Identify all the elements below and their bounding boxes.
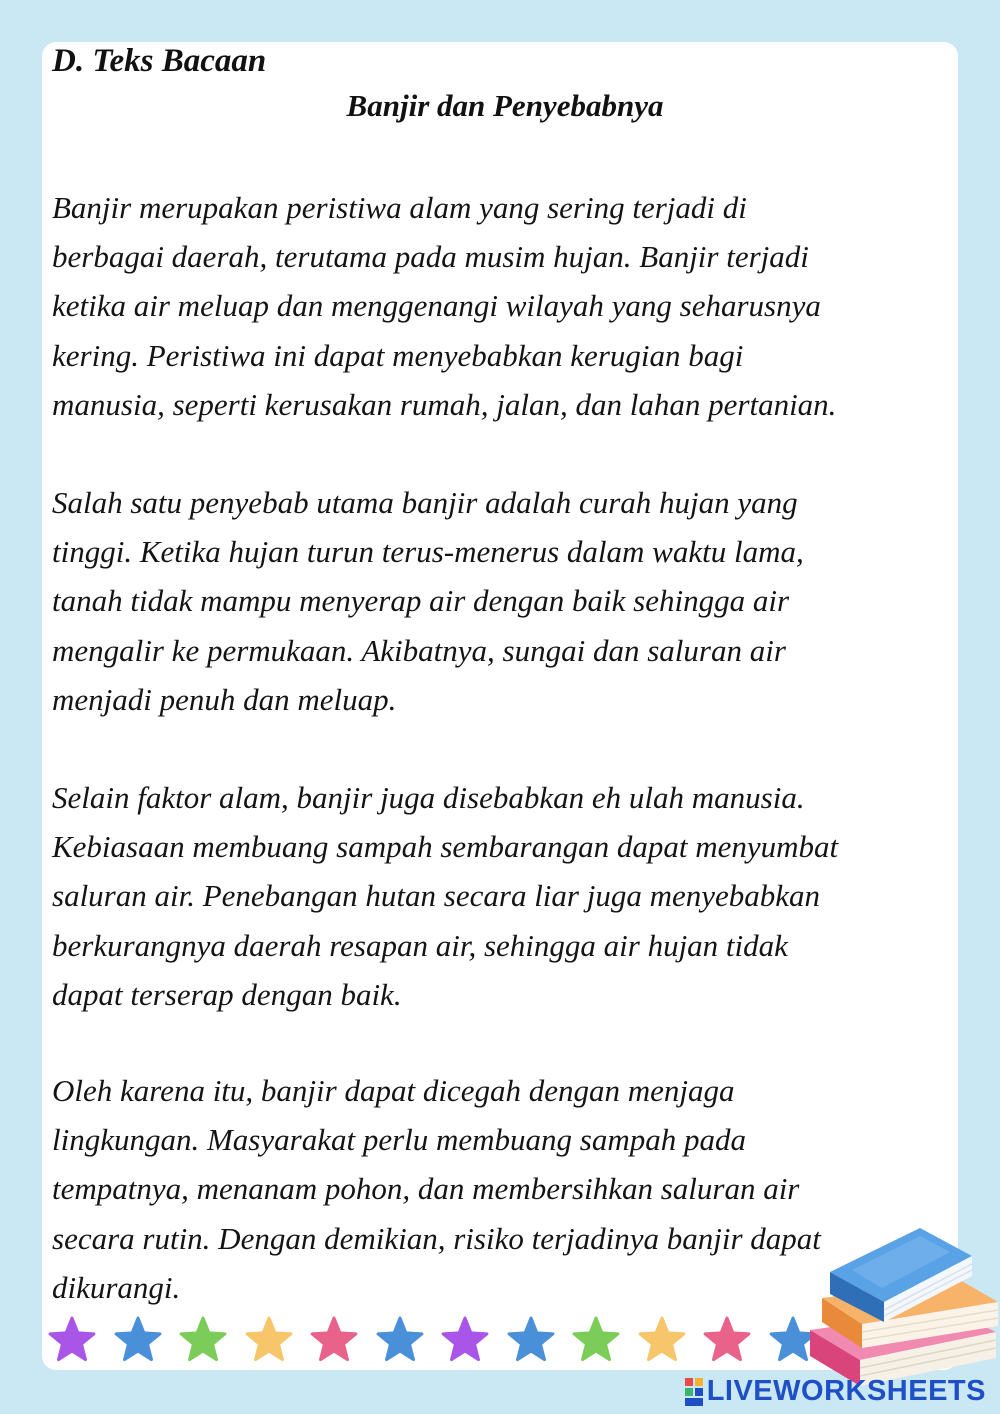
- paragraph-4: Oleh karena itu, banjir dapat dicegah dengan menjaga lingkungan. Masyarakat perlu membuang sampah pada tempatnya, menanam pohon, dan membersihkan saluran air secara rutin. Dengan demikian, risiko terjadinya banjir dapat dikurangi.: [52, 1073, 821, 1305]
- star-icon: [638, 1316, 686, 1364]
- article-title: Banjir dan Penyebabnya: [346, 88, 664, 123]
- star-icon: [179, 1316, 227, 1364]
- star-icon: [245, 1316, 293, 1364]
- books-stack-icon: [800, 1210, 1000, 1390]
- star-icon: [572, 1316, 620, 1364]
- paragraph-3: Selain faktor alam, banjir juga disebabkan eh ulah manusia. Kebiasaan membuang sampah sembarangan dapat menyumbat saluran air. Penebangan hutan secara liar juga menyebabkan berkurangnya daerah resapan air, sehingga air hujan tidak dapat terserap dengan baik.: [52, 780, 839, 1012]
- star-icon: [114, 1316, 162, 1364]
- star-icon: [703, 1316, 751, 1364]
- star-icon: [48, 1316, 96, 1364]
- section-heading: D. Teks Bacaan: [52, 43, 267, 79]
- star-icon: [310, 1316, 358, 1364]
- paragraph-2: Salah satu penyebab utama banjir adalah curah hujan yang tinggi. Ketika hujan turun terus-menerus dalam waktu lama, tanah tidak mampu menyerap air dengan baik sehingga air mengalir ke permukaan. Akibatnya, sungai dan saluran air menjadi penuh dan meluap.: [52, 485, 804, 717]
- star-icon: [441, 1316, 489, 1364]
- liveworksheets-brand: [685, 1375, 986, 1408]
- star-icon: [376, 1316, 424, 1364]
- star-border: [48, 1316, 848, 1366]
- star-icon: [507, 1316, 555, 1364]
- brand-name: LIVEWORKSHEETS: [706, 1375, 986, 1407]
- liveworksheets-logo-icon: [685, 1378, 703, 1406]
- paragraph-1: Banjir merupakan peristiwa alam yang sering terjadi di berbagai daerah, terutama pada musim hujan. Banjir terjadi ketika air meluap dan menggenangi wilayah yang seharusnya kering. Peristiwa ini dapat menyebabkan kerugian bagi manusia, seperti kerusakan rumah, jalan, dan lahan pertanian.: [52, 190, 837, 422]
